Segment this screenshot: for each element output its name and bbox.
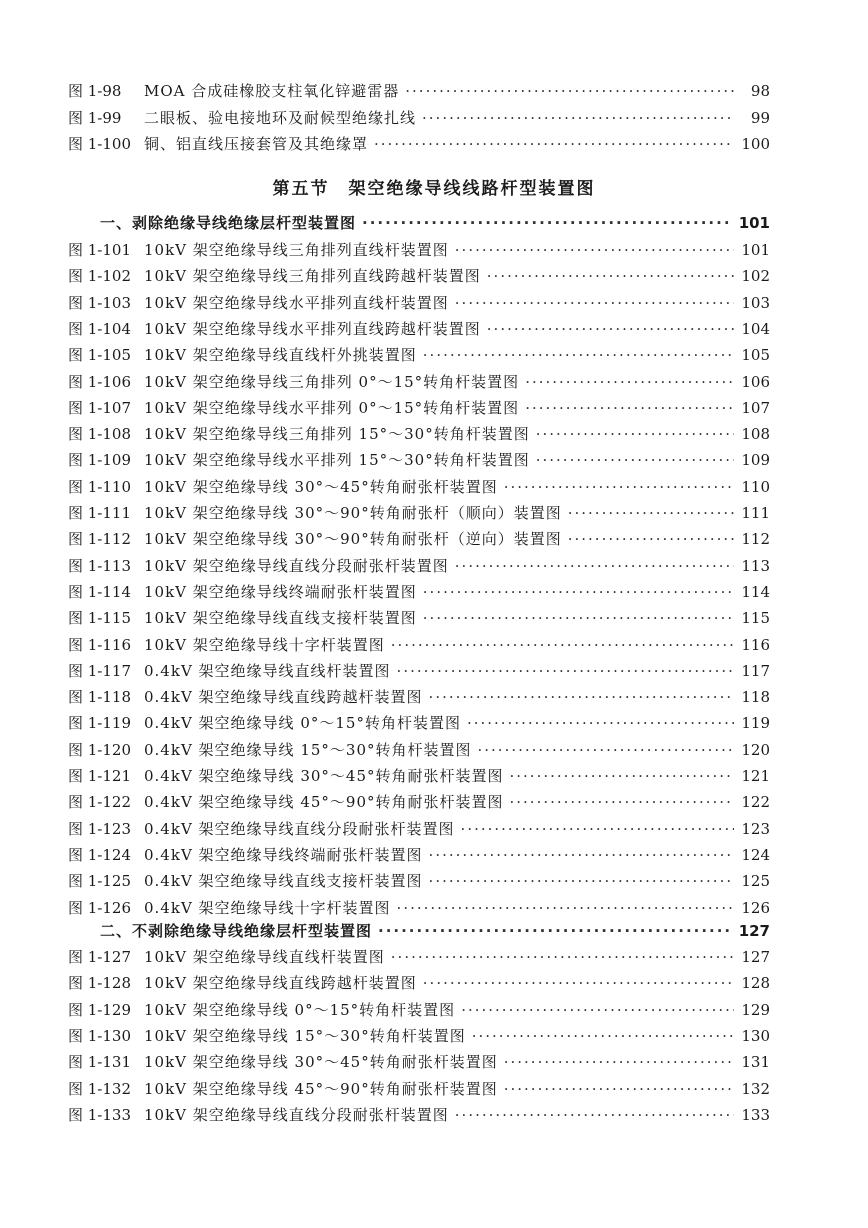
dot-leader [397,660,734,682]
toc-entry [68,502,770,524]
page-number: 124 [741,845,770,864]
figure-number: 图 1-106 [68,372,132,391]
dot-leader [423,344,734,366]
figure-title: MOA 合成硅橡胶支柱氧化锌避雷器 [144,82,400,100]
page-number: 121 [741,767,770,785]
dot-leader [391,946,734,968]
figure-number: 图 1-126 [68,898,132,917]
toc-entry [68,265,770,287]
figure-number: 图 1-131 [68,1053,132,1072]
figure-number: 图 1-117 [68,661,132,680]
toc-entry [68,739,770,761]
dot-leader [510,791,735,813]
dot-leader [429,870,734,892]
figure-number: 图 1-118 [68,688,132,707]
figure-title: 0.4kV 架空绝缘导线 15°～30°转角杆装置图 [144,740,472,759]
toc-entry [68,660,770,682]
figure-title: 0.4kV 架空绝缘导线 0°～15°转角杆装置图 [144,714,461,733]
figure-title: 10kV 架空绝缘导线三角排列直线杆装置图 [144,241,449,259]
page-number: 116 [741,635,770,654]
toc-entry [68,239,770,261]
page-number: 132 [741,1079,770,1098]
page-number: 103 [741,293,770,312]
figure-number: 图 1-129 [68,1000,132,1019]
dot-leader [455,239,734,261]
page-number: 115 [741,609,770,628]
page-number: 127 [738,922,770,940]
toc-entry [68,344,770,366]
toc-entry [68,133,770,155]
dot-leader [423,607,734,629]
figure-title: 10kV 架空绝缘导线直线跨越杆装置图 [144,974,417,993]
figure-number: 图 1-112 [68,530,132,549]
figure-title: 10kV 架空绝缘导线直线分段耐张杆装置图 [144,556,449,575]
toc-entry [68,818,770,840]
figure-title: 二眼板、验电接地环及耐候型绝缘扎线 [144,109,417,127]
dot-leader [362,212,733,234]
figure-number: 图 1-130 [68,1026,132,1045]
figure-number: 图 1-120 [68,740,132,759]
page-number: 112 [741,530,770,549]
figure-number: 图 1-103 [68,293,132,312]
figure-title: 10kV 架空绝缘导线水平排列 15°～30°转角杆装置图 [144,451,530,470]
toc-entry [68,634,770,656]
page-number: 106 [741,372,770,391]
figure-title: 10kV 架空绝缘导线水平排列直线跨越杆装置图 [144,319,481,338]
page-number: 117 [741,661,770,680]
toc-entry [68,528,770,550]
figure-title: 10kV 架空绝缘导线直线杆装置图 [144,948,385,966]
figure-title: 0.4kV 架空绝缘导线直线杆装置图 [144,661,391,680]
dot-leader [429,686,734,708]
figure-title: 0.4kV 架空绝缘导线 30°～45°转角耐张杆装置图 [144,767,504,785]
dot-leader [391,634,734,656]
page-number: 109 [741,451,770,470]
figure-number: 图 1-101 [68,241,132,259]
dot-leader [429,844,734,866]
figure-number: 图 1-128 [68,974,132,993]
figure-title: 0.4kV 架空绝缘导线十字杆装置图 [144,898,391,917]
figure-title: 0.4kV 架空绝缘导线直线分段耐张杆装置图 [144,819,455,838]
dot-leader [536,423,734,445]
dot-leader [455,292,734,314]
toc-entry [68,607,770,629]
dot-leader [472,1025,734,1047]
dot-leader [423,581,734,603]
page-number: 119 [741,714,770,733]
figure-title: 10kV 架空绝缘导线终端耐张杆装置图 [144,582,417,601]
page-number: 111 [741,504,770,522]
page-number: 98 [750,82,770,100]
toc-entry [68,844,770,866]
dot-leader [455,1104,734,1126]
figure-title: 10kV 架空绝缘导线 45°～90°转角耐张杆装置图 [144,1079,498,1098]
figure-number: 图 1-102 [68,267,132,286]
dot-leader [568,528,734,550]
figure-title: 铜、铝直线压接套管及其绝缘罩 [144,135,369,153]
page-number: 126 [741,898,770,917]
dot-leader [378,920,733,942]
toc-entry [68,712,770,734]
figure-title: 10kV 架空绝缘导线十字杆装置图 [144,635,385,654]
figure-title: 10kV 架空绝缘导线直线杆外挑装置图 [144,346,417,365]
toc-entry [68,476,770,498]
figure-number: 图 1-110 [68,477,132,496]
subsection-heading [100,920,770,942]
dot-leader [397,897,734,919]
figure-number: 图 1-111 [68,504,132,522]
page-number: 114 [741,582,770,601]
figure-number: 图 1-113 [68,556,132,575]
figure-number: 图 1-116 [68,635,132,654]
figure-title: 10kV 架空绝缘导线水平排列 0°～15°转角杆装置图 [144,398,520,417]
dot-leader [510,765,735,787]
figure-title: 10kV 架空绝缘导线直线支接杆装置图 [144,609,417,628]
toc-entry [68,791,770,813]
dot-leader [461,818,734,840]
figure-title: 0.4kV 架空绝缘导线直线跨越杆装置图 [144,688,423,707]
toc-entry [68,107,770,129]
figure-number: 图 1-127 [68,948,132,966]
page-number: 99 [750,109,770,127]
figure-number: 图 1-100 [68,135,132,153]
page-number: 108 [741,425,770,444]
toc-entry [68,870,770,892]
dot-leader [374,133,734,155]
figure-number: 图 1-107 [68,398,132,417]
dot-leader [568,502,734,524]
dot-leader [455,555,734,577]
dot-leader [487,265,734,287]
page-number: 102 [741,267,770,286]
figure-number: 图 1-123 [68,819,132,838]
page-number: 130 [741,1026,770,1045]
figure-title: 10kV 架空绝缘导线三角排列 0°～15°转角杆装置图 [144,372,520,391]
figure-number: 图 1-104 [68,319,132,338]
figure-number: 图 1-119 [68,714,132,733]
toc-entry [68,972,770,994]
dot-leader [422,107,734,129]
figure-title: 10kV 架空绝缘导线 30°～45°转角耐张杆装置图 [144,1053,498,1072]
toc-entry [68,397,770,419]
page-number: 110 [741,477,770,496]
page-number: 131 [741,1053,770,1072]
figure-number: 图 1-109 [68,451,132,470]
toc-entry [68,999,770,1021]
figure-number: 图 1-105 [68,346,132,365]
figure-number: 图 1-132 [68,1079,132,1098]
toc-entry [68,1104,770,1126]
toc-entry [68,423,770,445]
page-number: 128 [741,974,770,993]
dot-leader [423,972,734,994]
page-number: 125 [741,872,770,891]
page-number: 122 [741,793,770,812]
dot-leader [504,1051,734,1073]
toc-entry [68,897,770,919]
figure-number: 图 1-124 [68,845,132,864]
figure-title: 10kV 架空绝缘导线水平排列直线杆装置图 [144,293,449,312]
toc-entry [68,449,770,471]
figure-title: 10kV 架空绝缘导线 15°～30°转角杆装置图 [144,1026,466,1045]
figure-number: 图 1-115 [68,609,132,628]
toc-entry [68,80,770,102]
toc-entry [68,371,770,393]
page-number: 120 [741,740,770,759]
figure-title: 10kV 架空绝缘导线三角排列直线跨越杆装置图 [144,267,481,286]
toc-entry [68,765,770,787]
figure-number: 图 1-133 [68,1105,132,1124]
figure-title: 10kV 架空绝缘导线三角排列 15°～30°转角杆装置图 [144,425,530,444]
dot-leader [525,397,734,419]
dot-leader [467,712,734,734]
dot-leader [487,318,734,340]
dot-leader [461,999,734,1021]
toc-entry [68,1078,770,1100]
page-number: 100 [741,135,770,153]
page-number: 113 [741,556,770,575]
toc-entry [68,1025,770,1047]
toc-entry [68,581,770,603]
toc-entry [68,292,770,314]
page-number: 123 [741,819,770,838]
figure-number: 图 1-114 [68,582,132,601]
figure-title: 10kV 架空绝缘导线 30°～45°转角耐张杆装置图 [144,477,498,496]
page-number: 133 [741,1105,770,1124]
dot-leader [405,80,734,102]
dot-leader [525,371,734,393]
toc-entry [68,1051,770,1073]
dot-leader [478,739,735,761]
page-number: 104 [741,319,770,338]
figure-number: 图 1-99 [68,109,122,127]
page-number: 107 [741,398,770,417]
subsection-heading [100,212,770,234]
figure-number: 图 1-121 [68,767,132,785]
page-number: 118 [741,688,770,707]
figure-number: 图 1-122 [68,793,132,812]
dot-leader [504,1078,734,1100]
page-number: 127 [741,948,770,966]
figure-title: 10kV 架空绝缘导线直线分段耐张杆装置图 [144,1105,449,1124]
page-number: 101 [741,241,770,259]
dot-leader [536,449,734,471]
page-number: 105 [741,346,770,365]
figure-number: 图 1-125 [68,872,132,891]
dot-leader [504,476,734,498]
figure-title: 10kV 架空绝缘导线 30°～90°转角耐张杆（逆向）装置图 [144,530,562,549]
toc-entry [68,686,770,708]
subsection-title: 一、剥除绝缘导线绝缘层杆型装置图 [100,214,357,232]
page-number: 129 [741,1000,770,1019]
page-number: 101 [738,214,770,232]
figure-number: 图 1-98 [68,82,122,100]
figure-title: 10kV 架空绝缘导线 0°～15°转角杆装置图 [144,1000,456,1019]
figure-title: 10kV 架空绝缘导线 30°～90°转角耐张杆（顺向）装置图 [144,504,562,522]
figure-title: 0.4kV 架空绝缘导线 45°～90°转角耐张杆装置图 [144,793,504,812]
section-title: 第五节 架空绝缘导线线路杆型装置图 [272,179,596,199]
toc-entry [68,555,770,577]
figure-title: 0.4kV 架空绝缘导线直线支接杆装置图 [144,872,423,891]
figure-number: 图 1-108 [68,425,132,444]
figure-title: 0.4kV 架空绝缘导线终端耐张杆装置图 [144,845,423,864]
toc-entry [68,318,770,340]
toc-entry [68,946,770,968]
subsection-title: 二、不剥除绝缘导线绝缘层杆型装置图 [100,922,373,940]
